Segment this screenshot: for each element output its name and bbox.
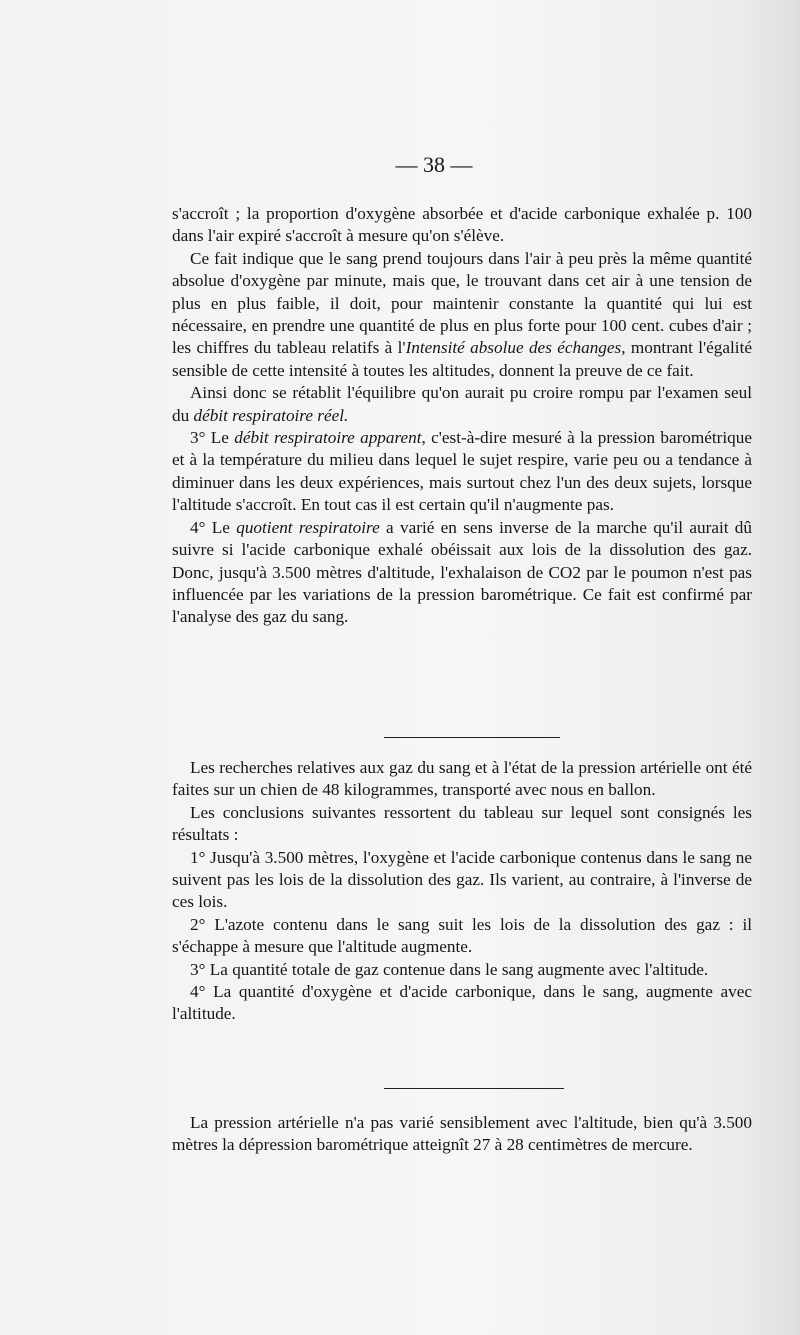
- paragraph: Les conclusions suivantes ressortent du tableau sur lequel sont consignés les résultats :: [172, 802, 752, 845]
- section-separator: [384, 737, 560, 738]
- italic-term: quotient respiratoire: [236, 517, 380, 537]
- page-number: — 38 —: [395, 152, 473, 177]
- italic-term: débit respiratoire apparent: [234, 428, 422, 448]
- section-respiration: [172, 203, 752, 629]
- paragraph-text: a varié en sens inverse de la marche qu'il aurait dû suivre si l'acide carbonique exhalé obéissait aux lois de la dissolution des gaz. Donc, jusqu'à 3.500 mètres d'altitude, l'exhalaison de CO2 par le poumon n'est pas influencée par les variations de la pression barométrique. Ce fait est confirmé par l'analyse des gaz du sang.: [172, 517, 752, 627]
- paragraph: 2° L'azote contenu dans le sang suit les lois de la dissolution des gaz : il s'échappe à mesure que l'altitude augmente.: [172, 914, 752, 957]
- paragraph-text: , montrant l'égalité sensible de cette intensité à toutes les altitudes, donnent la preuve de ce fait.: [172, 338, 752, 380]
- paragraph: 3° La quantité totale de gaz contenue dans le sang augmente avec l'altitude.: [190, 959, 709, 979]
- paragraph-text: , c'est-à-dire mesuré à la pression barométrique et à la température du milieu dans lequel le sujet respire, varie peu ou a tendance à diminuer dans les deux expériences, mais surtout chez l'un des deux sujets, lorsque l'altitude s'accroît. En tout cas il est certain qu'il n'augmente pas.: [172, 428, 752, 515]
- paragraph-text: Ainsi donc se rétablit l'équilibre qu'on aurait pu croire rompu par l'examen seul du: [172, 383, 752, 425]
- paragraph-text: 4° Le: [190, 517, 237, 537]
- paragraph: [172, 248, 752, 382]
- paragraph: 1° Jusqu'à 3.500 mètres, l'oxygène et l'acide carbonique contenus dans le sang ne suivent pas les lois de la dissolution des gaz. Ils varient, au contraire, à l'inverse de ces lois.: [172, 847, 752, 912]
- paragraph: [172, 517, 752, 629]
- paragraph: La pression artérielle n'a pas varié sensiblement avec l'altitude, bien qu'à 3.500 mètres la dépression barométrique atteignît 27 à 28 centimètres de mercure.: [172, 1113, 752, 1155]
- paragraph: Les recherches relatives aux gaz du sang et à l'état de la pression artérielle ont été faites sur un chien de 48 kilogrammes, transporté avec nous en ballon.: [172, 758, 752, 800]
- italic-term: Intensité absolue des échanges: [405, 338, 622, 358]
- section-arterial-pressure: [172, 1112, 752, 1157]
- paragraph: s'accroît ; la proportion d'oxygène absorbée et d'acide carbonique exhalée p. 100 dans l'air expiré s'accroît à mesure qu'on s'élève.: [172, 204, 752, 246]
- paragraph-text: 3° Le: [190, 428, 235, 448]
- paragraph: 4° La quantité d'oxygène et d'acide carbonique, dans le sang, augmente avec l'altitude.: [172, 982, 752, 1024]
- section-blood-gases: [172, 757, 752, 1026]
- italic-term: débit respiratoire réel.: [193, 405, 349, 425]
- paragraph: [172, 427, 752, 517]
- section-separator: [384, 1088, 564, 1089]
- paragraph: [172, 382, 752, 427]
- paragraph-text: Ce fait indique que le sang prend toujours dans l'air à peu près la même quantité absolue d'oxygène par minute, mais que, le trouvant dans cet air à une tension de plus en plus faible, il doit, pour maintenir constante la quantité qui lui est nécessaire, en prendre une quantité de plus en plus forte pour 100 cent. cubes d'air ; les chiffres du tableau relatifs à l': [172, 248, 752, 358]
